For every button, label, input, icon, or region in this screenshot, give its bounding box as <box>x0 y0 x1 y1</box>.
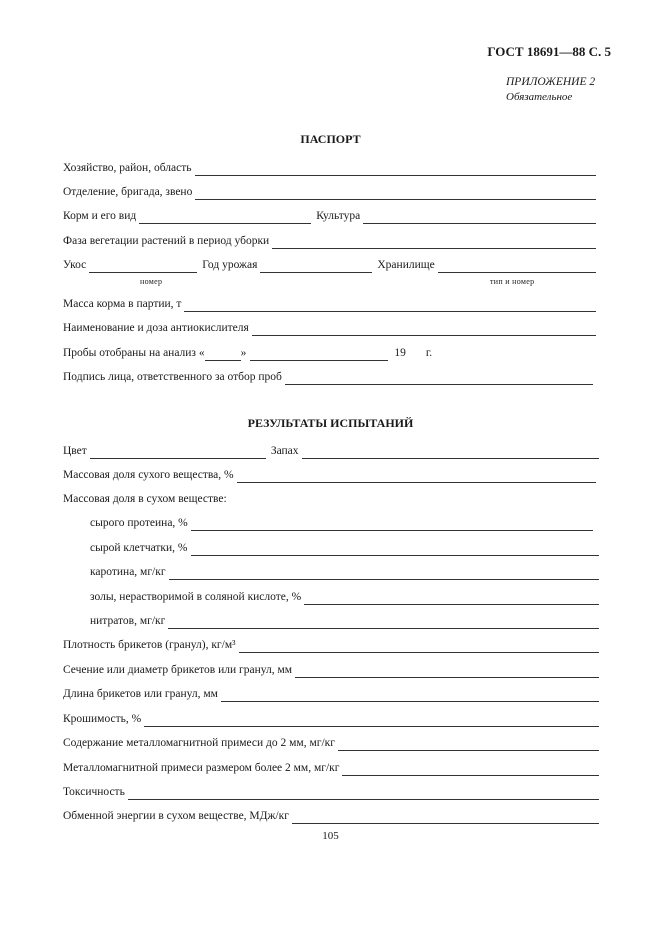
toxicity-field[interactable] <box>63 784 599 800</box>
length-field[interactable] <box>63 686 599 702</box>
farm-label: Хозяйство, район, область <box>63 162 192 174</box>
farm-field[interactable] <box>63 160 596 176</box>
appendix-note: Обязательное <box>506 91 573 103</box>
dry-matter-field[interactable] <box>63 467 596 483</box>
year-label: Год урожая <box>202 259 258 271</box>
page-number: 105 <box>322 830 339 842</box>
nitrates-label: нитратов, мг/кг <box>90 615 166 627</box>
ash-field[interactable] <box>90 589 599 605</box>
appendix-label: ПРИЛОЖЕНИЕ 2 <box>506 76 596 88</box>
storage-label: Хранилище <box>377 259 435 271</box>
ukos-caption: номер <box>140 277 163 286</box>
carotene-field[interactable] <box>90 564 599 580</box>
smell-label: Запах <box>270 445 299 457</box>
mass-label: Масса корма в партии, т <box>63 298 182 310</box>
carotene-label: каротина, мг/кг <box>90 566 166 578</box>
metal-2mm-field[interactable] <box>63 735 599 751</box>
fiber-field[interactable] <box>90 540 599 556</box>
antioxidant-field[interactable] <box>63 320 596 336</box>
crumble-field[interactable] <box>63 711 599 727</box>
section-field[interactable] <box>63 662 599 678</box>
toxicity-label: Токсичность <box>63 786 125 798</box>
in-dry-heading <box>63 491 363 507</box>
antioxidant-label: Наименование и доза антиокислителя <box>63 322 249 334</box>
storage-caption: тип и номер <box>490 277 535 286</box>
signature-label: Подпись лица, ответственного за отбор проб <box>63 371 282 383</box>
phase-field[interactable] <box>63 233 596 249</box>
color-smell-row[interactable] <box>63 443 599 459</box>
culture-label: Культура <box>316 210 361 222</box>
samples-year-suffix: г. <box>425 347 433 359</box>
color-label: Цвет <box>63 445 87 457</box>
department-label: Отделение, бригада, звено <box>63 186 193 198</box>
crumble-label: Крошимость, % <box>63 713 142 725</box>
ukos-row[interactable] <box>63 257 596 273</box>
passport-title: ПАСПОРТ <box>300 132 361 146</box>
energy-label: Обменной энергии в сухом веществе, МДж/кг <box>63 810 289 822</box>
phase-label: Фаза вегетации растений в период уборки <box>63 235 270 247</box>
samples-label: Пробы отобраны на анализ « <box>63 347 205 359</box>
section-label: Сечение или диаметр брикетов или гранул, мм <box>63 664 293 676</box>
metal-more-field[interactable] <box>63 760 599 776</box>
metal-2mm-label: Содержание металломагнитной примеси до 2 мм, мг/кг <box>63 737 335 749</box>
energy-field[interactable] <box>63 808 599 824</box>
samples-year: 19 <box>394 347 406 359</box>
dry-matter-label: Массовая доля сухого вещества, % <box>63 469 234 481</box>
signature-field[interactable] <box>63 369 593 385</box>
department-field[interactable] <box>63 184 596 200</box>
ash-label: золы, нерастворимой в соляной кислоте, % <box>90 591 302 603</box>
protein-field[interactable] <box>90 515 593 531</box>
mass-field[interactable] <box>63 296 596 312</box>
metal-more-label: Металломагнитной примеси размером более 2 мм, мг/кг <box>63 762 340 774</box>
protein-label: сырого протеина, % <box>90 517 188 529</box>
density-field[interactable] <box>63 637 599 653</box>
length-label: Длина брикетов или гранул, мм <box>63 688 218 700</box>
nitrates-field[interactable] <box>90 613 599 629</box>
in-dry-label: Массовая доля в сухом веществе: <box>63 493 227 505</box>
doc-reference: ГОСТ 18691—88 С. 5 <box>487 44 611 59</box>
results-title: РЕЗУЛЬТАТЫ ИСПЫТАНИЙ <box>247 416 414 430</box>
feed-field[interactable] <box>63 208 596 224</box>
ukos-label: Укос <box>63 259 87 271</box>
density-label: Плотность брикетов (гранул), кг/м³ <box>63 639 236 651</box>
samples-row[interactable] <box>63 345 453 361</box>
samples-quote: » <box>240 347 247 359</box>
feed-label: Корм и его вид <box>63 210 137 222</box>
fiber-label: сырой клетчатки, % <box>90 542 188 554</box>
